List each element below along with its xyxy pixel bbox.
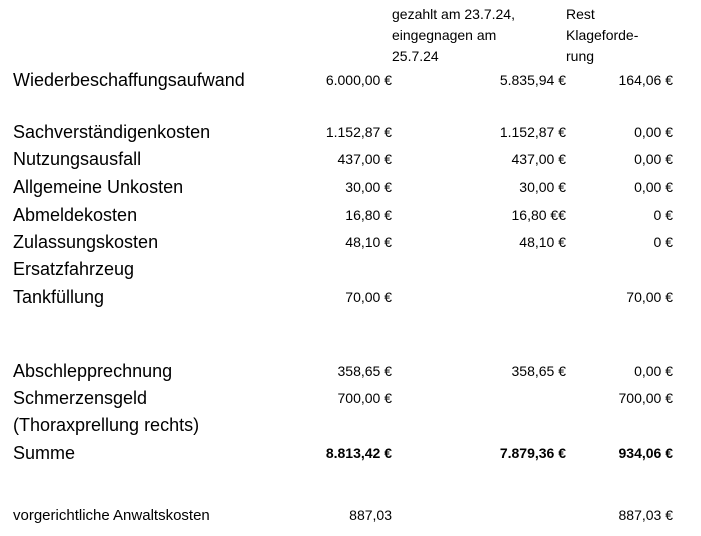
table-row <box>0 70 701 98</box>
table-row <box>0 415 701 443</box>
row-label: vorgerichtliche Anwaltskosten <box>13 507 210 524</box>
row-label: Allgemeine Unkosten <box>13 177 184 197</box>
table-row <box>0 177 701 205</box>
amount-rest: 700,00 € <box>618 390 673 406</box>
row-label: Wiederbeschaffungsaufwand <box>13 70 245 90</box>
amount-total: 30,00 € <box>345 179 392 195</box>
row-label: Abschlepprechnung <box>13 361 173 381</box>
row-label: Tankfüllung <box>13 287 105 307</box>
amount-total: 1.152,87 € <box>325 124 392 140</box>
table-row <box>0 361 701 389</box>
table-row <box>0 259 701 287</box>
amount-total: 16,80 € <box>345 207 392 223</box>
amount-paid: 5.835,94 € <box>499 72 566 88</box>
amount-paid: 48,10 € <box>519 234 566 250</box>
amount-rest: 164,06 € <box>618 72 673 88</box>
row-label: (Thoraxprellung rechts) <box>13 415 200 435</box>
table-row <box>0 507 701 535</box>
amount-total: 437,00 € <box>337 151 392 167</box>
amount-total: 8.813,42 € <box>325 445 392 461</box>
table-row-total <box>0 443 701 471</box>
amount-total: 6.000,00 € <box>325 72 392 88</box>
header-rest-claim: Rest Klageforde- rung <box>566 6 639 64</box>
amount-total: 887,03 <box>349 507 392 523</box>
amount-rest: 0,00 € <box>634 151 673 167</box>
amount-rest: 887,03 € <box>618 507 673 523</box>
table-row <box>0 287 701 315</box>
amount-total: 700,00 € <box>337 390 392 406</box>
row-label: Schmerzensgeld <box>13 388 148 408</box>
amount-rest: 0,00 € <box>634 363 673 379</box>
table-row <box>0 232 701 260</box>
amount-rest: 0,00 € <box>634 124 673 140</box>
table-row <box>0 388 701 416</box>
row-label: Summe <box>13 443 76 463</box>
table-row <box>0 205 701 233</box>
amount-total: 48,10 € <box>345 234 392 250</box>
table-row <box>0 122 701 150</box>
amount-total: 358,65 € <box>337 363 392 379</box>
amount-total: 70,00 € <box>345 289 392 305</box>
amount-paid: 30,00 € <box>519 179 566 195</box>
row-label: Zulassungskosten <box>13 232 159 252</box>
amount-rest: 934,06 € <box>618 445 673 461</box>
amount-rest: 70,00 € <box>626 289 673 305</box>
amount-paid: 1.152,87 € <box>499 124 566 140</box>
row-label: Nutzungsausfall <box>13 149 142 169</box>
header-paid: gezahlt am 23.7.24, eingegnagen am 25.7.24 <box>392 6 515 64</box>
amount-rest: 0 € <box>653 207 673 223</box>
table-row <box>0 149 701 177</box>
amount-rest: 0,00 € <box>634 179 673 195</box>
row-label: Abmeldekosten <box>13 205 138 225</box>
amount-paid: 437,00 € <box>511 151 566 167</box>
amount-rest: 0 € <box>653 234 673 250</box>
amount-paid: 358,65 € <box>511 363 566 379</box>
amount-paid: 16,80 €€ <box>511 207 566 223</box>
amount-paid: 7.879,36 € <box>499 445 566 461</box>
row-label: Ersatzfahrzeug <box>13 259 135 279</box>
row-label: Sachverständigenkosten <box>13 122 211 142</box>
